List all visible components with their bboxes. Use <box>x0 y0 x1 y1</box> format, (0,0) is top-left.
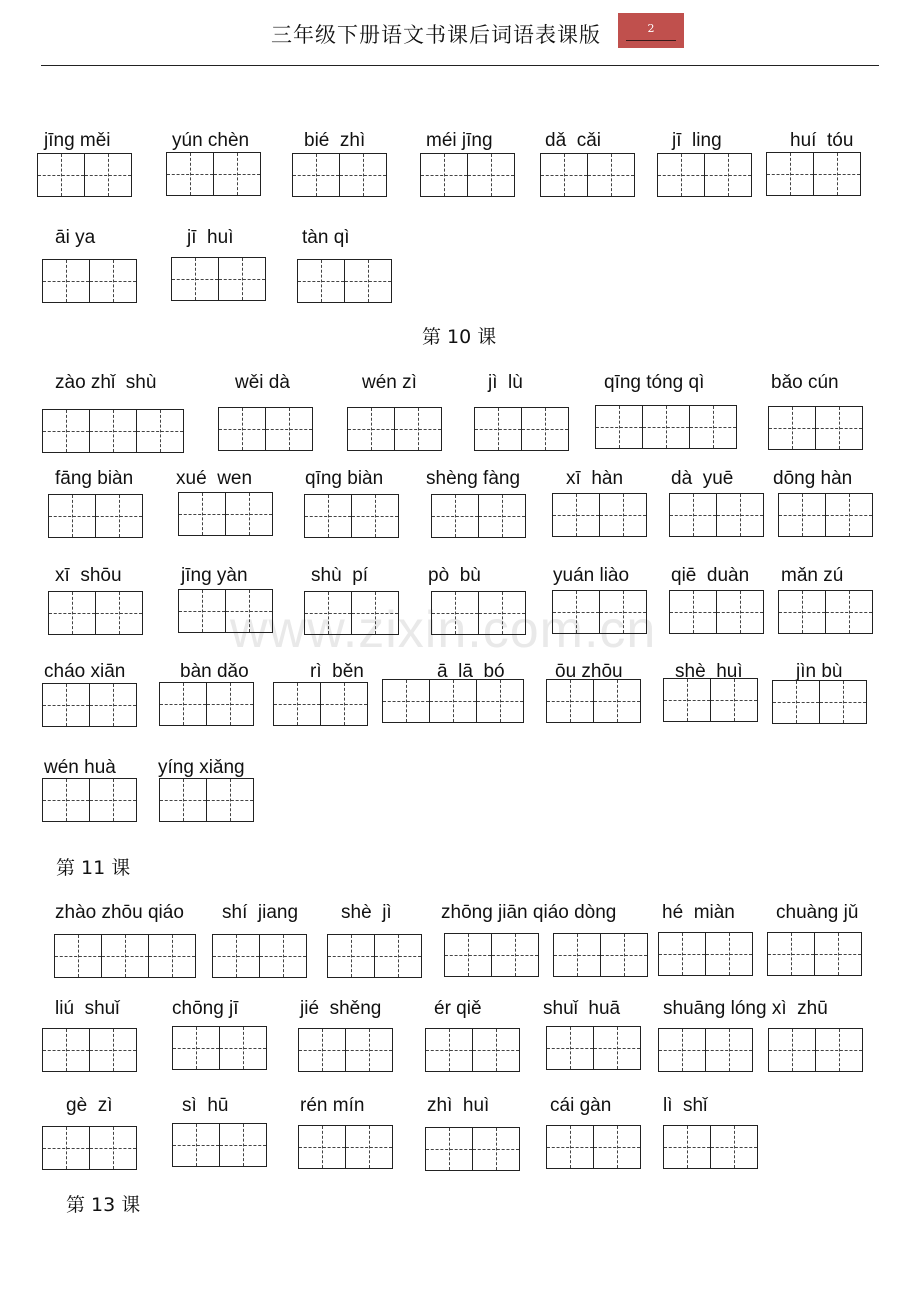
word-pinyin: bàn dǎo <box>180 661 249 682</box>
word-pinyin: ér qiě <box>434 998 482 1019</box>
writing-cell[interactable] <box>37 153 85 197</box>
writing-cell[interactable] <box>546 1026 594 1070</box>
word-pinyin: shuāng lóng xì zhū <box>663 998 828 1019</box>
character-writing-boxes <box>425 1028 519 1072</box>
character-writing-boxes <box>37 153 131 197</box>
writing-cell[interactable] <box>599 493 647 537</box>
character-writing-boxes <box>48 591 142 635</box>
character-writing-boxes <box>546 1125 640 1169</box>
character-writing-boxes <box>772 680 866 724</box>
writing-cell[interactable] <box>491 933 539 977</box>
writing-cell[interactable] <box>48 591 96 635</box>
character-writing-boxes <box>172 1026 266 1070</box>
writing-cell[interactable] <box>320 682 368 726</box>
writing-cell[interactable] <box>663 678 711 722</box>
word-pinyin: qīng tóng qì <box>604 372 705 393</box>
word-pinyin: huí tóu <box>790 130 854 151</box>
writing-cell[interactable] <box>89 259 137 303</box>
character-writing-boxes <box>218 407 312 451</box>
character-writing-boxes <box>382 679 523 723</box>
writing-cell[interactable] <box>467 153 515 197</box>
writing-cell[interactable] <box>213 152 261 196</box>
word-pinyin: ā lā bó <box>437 661 505 682</box>
word-pinyin: jī huì <box>187 227 234 248</box>
character-writing-boxes <box>669 590 763 634</box>
character-writing-boxes <box>663 678 757 722</box>
character-writing-boxes <box>540 153 634 197</box>
word-pinyin: hé miàn <box>662 902 735 923</box>
writing-cell[interactable] <box>478 591 526 635</box>
writing-cell[interactable] <box>206 682 254 726</box>
writing-cell[interactable] <box>172 1123 220 1167</box>
writing-cell[interactable] <box>265 407 313 451</box>
writing-cell[interactable] <box>778 493 826 537</box>
writing-cell[interactable] <box>768 1028 816 1072</box>
word-pinyin: mǎn zú <box>781 565 844 586</box>
writing-cell[interactable] <box>710 1125 758 1169</box>
writing-cell[interactable] <box>689 405 737 449</box>
character-writing-boxes <box>658 932 752 976</box>
word-pinyin: rén mín <box>300 1095 365 1116</box>
page-header-title: 三年级下册语文书课后词语表课版 <box>271 23 601 47</box>
writing-cell[interactable] <box>593 1125 641 1169</box>
writing-cell[interactable] <box>825 493 873 537</box>
character-writing-boxes <box>297 259 391 303</box>
watermark: www.zixin.com.cn <box>230 601 657 659</box>
word-pinyin: jié shěng <box>300 998 382 1019</box>
character-writing-boxes <box>347 407 441 451</box>
character-writing-boxes <box>42 778 136 822</box>
character-writing-boxes <box>768 1028 862 1072</box>
page-number-badge <box>618 13 684 48</box>
writing-cell[interactable] <box>663 1125 711 1169</box>
writing-cell[interactable] <box>159 682 207 726</box>
writing-cell[interactable] <box>658 1028 706 1072</box>
character-writing-boxes <box>304 591 398 635</box>
writing-cell[interactable] <box>42 778 90 822</box>
word-pinyin: shè jì <box>341 902 392 923</box>
character-writing-boxes <box>159 682 253 726</box>
lesson-title-13: 第 13 课 <box>66 1194 141 1216</box>
writing-cell[interactable] <box>642 405 690 449</box>
word-pinyin: bié zhì <box>304 130 366 151</box>
word-pinyin: zhào zhōu qiáo <box>55 902 184 923</box>
writing-cell[interactable] <box>259 934 307 978</box>
writing-cell[interactable] <box>219 1123 267 1167</box>
word-pinyin: fāng biàn <box>55 468 134 489</box>
writing-cell[interactable] <box>669 493 717 537</box>
writing-cell[interactable] <box>89 683 137 727</box>
character-writing-boxes <box>178 589 272 633</box>
word-pinyin: bǎo cún <box>771 372 839 393</box>
character-writing-boxes <box>663 1125 757 1169</box>
writing-cell[interactable] <box>704 153 752 197</box>
character-writing-boxes <box>658 1028 752 1072</box>
writing-cell[interactable] <box>478 494 526 538</box>
writing-cell[interactable] <box>351 591 399 635</box>
writing-cell[interactable] <box>212 934 260 978</box>
writing-cell[interactable] <box>474 407 522 451</box>
character-writing-boxes <box>178 492 272 536</box>
character-writing-boxes <box>42 259 136 303</box>
writing-cell[interactable] <box>273 682 321 726</box>
writing-cell[interactable] <box>600 933 648 977</box>
word-pinyin: tàn qì <box>302 227 350 248</box>
word-pinyin: yuán liào <box>553 565 630 586</box>
writing-cell[interactable] <box>716 493 764 537</box>
word-pinyin: jīng měi <box>44 130 111 151</box>
writing-cell[interactable] <box>89 409 137 453</box>
writing-cell[interactable] <box>89 1126 137 1170</box>
writing-cell[interactable] <box>148 934 196 978</box>
writing-cell[interactable] <box>344 259 392 303</box>
writing-cell[interactable] <box>425 1127 473 1171</box>
word-pinyin: yíng xiǎng <box>158 757 245 778</box>
character-writing-boxes <box>298 1028 392 1072</box>
word-pinyin: zhōng jiān qiáo dòng <box>441 902 617 923</box>
character-writing-boxes <box>474 407 568 451</box>
character-writing-boxes <box>212 934 306 978</box>
writing-cell[interactable] <box>374 934 422 978</box>
writing-cell[interactable] <box>42 683 90 727</box>
writing-cell[interactable] <box>814 932 862 976</box>
writing-cell[interactable] <box>768 406 816 450</box>
writing-cell[interactable] <box>351 494 399 538</box>
writing-cell[interactable] <box>101 934 149 978</box>
writing-cell[interactable] <box>476 679 524 723</box>
writing-cell[interactable] <box>705 1028 753 1072</box>
writing-cell[interactable] <box>42 1028 90 1072</box>
writing-cell[interactable] <box>710 678 758 722</box>
word-pinyin: lì shǐ <box>663 1095 708 1116</box>
writing-cell[interactable] <box>136 409 184 453</box>
character-writing-boxes <box>166 152 260 196</box>
writing-cell[interactable] <box>219 1026 267 1070</box>
word-pinyin: liú shuǐ <box>55 998 120 1019</box>
character-writing-boxes <box>546 1026 640 1070</box>
character-writing-boxes <box>595 405 736 449</box>
page-number: 2 <box>647 22 655 35</box>
writing-cell[interactable] <box>444 933 492 977</box>
writing-cell[interactable] <box>472 1028 520 1072</box>
writing-cell[interactable] <box>54 934 102 978</box>
character-writing-boxes <box>657 153 751 197</box>
writing-cell[interactable] <box>772 680 820 724</box>
writing-cell[interactable] <box>327 934 375 978</box>
word-pinyin: shèng fàng <box>426 468 521 489</box>
writing-cell[interactable] <box>178 492 226 536</box>
word-pinyin: shè huì <box>675 661 743 682</box>
character-writing-boxes <box>546 679 640 723</box>
writing-cell[interactable] <box>705 932 753 976</box>
character-writing-boxes <box>431 591 525 635</box>
writing-cell[interactable] <box>42 409 90 453</box>
writing-cell[interactable] <box>225 492 273 536</box>
writing-cell[interactable] <box>42 259 90 303</box>
word-pinyin: jì lù <box>488 372 523 393</box>
writing-cell[interactable] <box>595 405 643 449</box>
word-pinyin: xī shōu <box>55 565 122 586</box>
writing-cell[interactable] <box>394 407 442 451</box>
character-writing-boxes <box>778 590 872 634</box>
character-writing-boxes <box>327 934 421 978</box>
character-writing-boxes <box>552 590 646 634</box>
character-writing-boxes <box>553 933 647 977</box>
writing-cell[interactable] <box>546 1125 594 1169</box>
character-writing-boxes <box>778 493 872 537</box>
character-writing-boxes <box>304 494 398 538</box>
writing-cell[interactable] <box>593 679 641 723</box>
writing-cell[interactable] <box>429 679 477 723</box>
writing-cell[interactable] <box>171 257 219 301</box>
word-pinyin: méi jīng <box>426 130 493 151</box>
writing-cell[interactable] <box>767 932 815 976</box>
word-pinyin: shù pí <box>311 565 369 586</box>
writing-cell[interactable] <box>553 933 601 977</box>
word-pinyin: sì hū <box>182 1095 229 1116</box>
writing-cell[interactable] <box>766 152 814 196</box>
writing-cell[interactable] <box>95 494 143 538</box>
character-writing-boxes <box>172 1123 266 1167</box>
page-number-underline <box>626 40 676 41</box>
writing-cell[interactable] <box>716 590 764 634</box>
lesson-title-10: 第 10 课 <box>422 326 497 348</box>
character-writing-boxes <box>768 406 862 450</box>
writing-cell[interactable] <box>669 590 717 634</box>
writing-cell[interactable] <box>292 153 340 197</box>
character-writing-boxes <box>42 683 136 727</box>
header-divider <box>41 65 879 66</box>
writing-cell[interactable] <box>95 591 143 635</box>
character-writing-boxes <box>766 152 860 196</box>
writing-cell[interactable] <box>593 1026 641 1070</box>
word-pinyin: yún chèn <box>172 130 250 151</box>
character-writing-boxes <box>273 682 367 726</box>
writing-cell[interactable] <box>206 778 254 822</box>
character-writing-boxes <box>54 934 195 978</box>
writing-cell[interactable] <box>178 589 226 633</box>
word-pinyin: zào zhǐ shù <box>55 372 157 393</box>
word-pinyin: dà yuē <box>671 468 734 489</box>
word-pinyin: chuàng jǔ <box>776 902 859 923</box>
character-writing-boxes <box>431 494 525 538</box>
writing-cell[interactable] <box>42 1126 90 1170</box>
character-writing-boxes <box>159 778 253 822</box>
writing-cell[interactable] <box>521 407 569 451</box>
writing-cell[interactable] <box>778 590 826 634</box>
writing-cell[interactable] <box>587 153 635 197</box>
character-writing-boxes <box>292 153 386 197</box>
character-writing-boxes <box>42 1028 136 1072</box>
writing-cell[interactable] <box>166 152 214 196</box>
writing-cell[interactable] <box>345 1028 393 1072</box>
writing-cell[interactable] <box>599 590 647 634</box>
writing-cell[interactable] <box>159 778 207 822</box>
writing-cell[interactable] <box>345 1125 393 1169</box>
word-pinyin: jī ling <box>672 130 722 151</box>
writing-cell[interactable] <box>48 494 96 538</box>
writing-cell[interactable] <box>658 932 706 976</box>
word-pinyin: shí jiang <box>222 902 299 923</box>
word-pinyin: xué wen <box>176 468 253 489</box>
character-writing-boxes <box>669 493 763 537</box>
character-writing-boxes <box>298 1125 392 1169</box>
word-pinyin: ōu zhōu <box>555 661 623 682</box>
writing-cell[interactable] <box>420 153 468 197</box>
writing-cell[interactable] <box>172 1026 220 1070</box>
word-pinyin: wén zì <box>362 372 417 393</box>
character-writing-boxes <box>171 257 265 301</box>
writing-cell[interactable] <box>84 153 132 197</box>
character-writing-boxes <box>42 1126 136 1170</box>
word-pinyin: qiē duàn <box>671 565 750 586</box>
writing-cell[interactable] <box>825 590 873 634</box>
writing-cell[interactable] <box>382 679 430 723</box>
word-pinyin: āi ya <box>55 227 96 248</box>
word-pinyin: xī hàn <box>566 468 624 489</box>
writing-cell[interactable] <box>431 494 479 538</box>
character-writing-boxes <box>42 409 183 453</box>
writing-cell[interactable] <box>225 589 273 633</box>
writing-cell[interactable] <box>347 407 395 451</box>
word-pinyin: qīng biàn <box>305 468 384 489</box>
word-pinyin: jīng yàn <box>181 565 248 586</box>
writing-cell[interactable] <box>89 778 137 822</box>
word-pinyin: chōng jī <box>172 998 239 1019</box>
writing-cell[interactable] <box>815 1028 863 1072</box>
word-pinyin: jìn bù <box>796 661 843 682</box>
word-pinyin: zhì huì <box>427 1095 490 1116</box>
writing-cell[interactable] <box>298 1125 346 1169</box>
word-pinyin: dōng hàn <box>773 468 853 489</box>
writing-cell[interactable] <box>89 1028 137 1072</box>
writing-cell[interactable] <box>297 259 345 303</box>
character-writing-boxes <box>48 494 142 538</box>
word-pinyin: cháo xiān <box>44 661 126 682</box>
writing-cell[interactable] <box>218 257 266 301</box>
writing-cell[interactable] <box>552 590 600 634</box>
character-writing-boxes <box>420 153 514 197</box>
writing-cell[interactable] <box>339 153 387 197</box>
word-pinyin: pò bù <box>428 565 481 586</box>
writing-cell[interactable] <box>425 1028 473 1072</box>
word-pinyin: gè zì <box>66 1095 113 1116</box>
word-pinyin: rì běn <box>310 661 364 682</box>
lesson-title-11: 第 11 课 <box>56 857 131 879</box>
writing-cell[interactable] <box>552 493 600 537</box>
writing-cell[interactable] <box>304 591 352 635</box>
writing-cell[interactable] <box>813 152 861 196</box>
writing-cell[interactable] <box>540 153 588 197</box>
writing-cell[interactable] <box>218 407 266 451</box>
writing-cell[interactable] <box>546 679 594 723</box>
writing-cell[interactable] <box>472 1127 520 1171</box>
word-pinyin: wěi dà <box>235 372 290 393</box>
word-pinyin: wén huà <box>44 757 116 778</box>
character-writing-boxes <box>552 493 646 537</box>
word-pinyin: cái gàn <box>550 1095 612 1116</box>
writing-cell[interactable] <box>304 494 352 538</box>
writing-cell[interactable] <box>819 680 867 724</box>
character-writing-boxes <box>425 1127 519 1171</box>
writing-cell[interactable] <box>815 406 863 450</box>
word-pinyin: dǎ cǎi <box>545 130 601 151</box>
word-pinyin: shuǐ huā <box>543 998 621 1019</box>
character-writing-boxes <box>767 932 861 976</box>
character-writing-boxes <box>444 933 538 977</box>
writing-cell[interactable] <box>431 591 479 635</box>
writing-cell[interactable] <box>298 1028 346 1072</box>
writing-cell[interactable] <box>657 153 705 197</box>
